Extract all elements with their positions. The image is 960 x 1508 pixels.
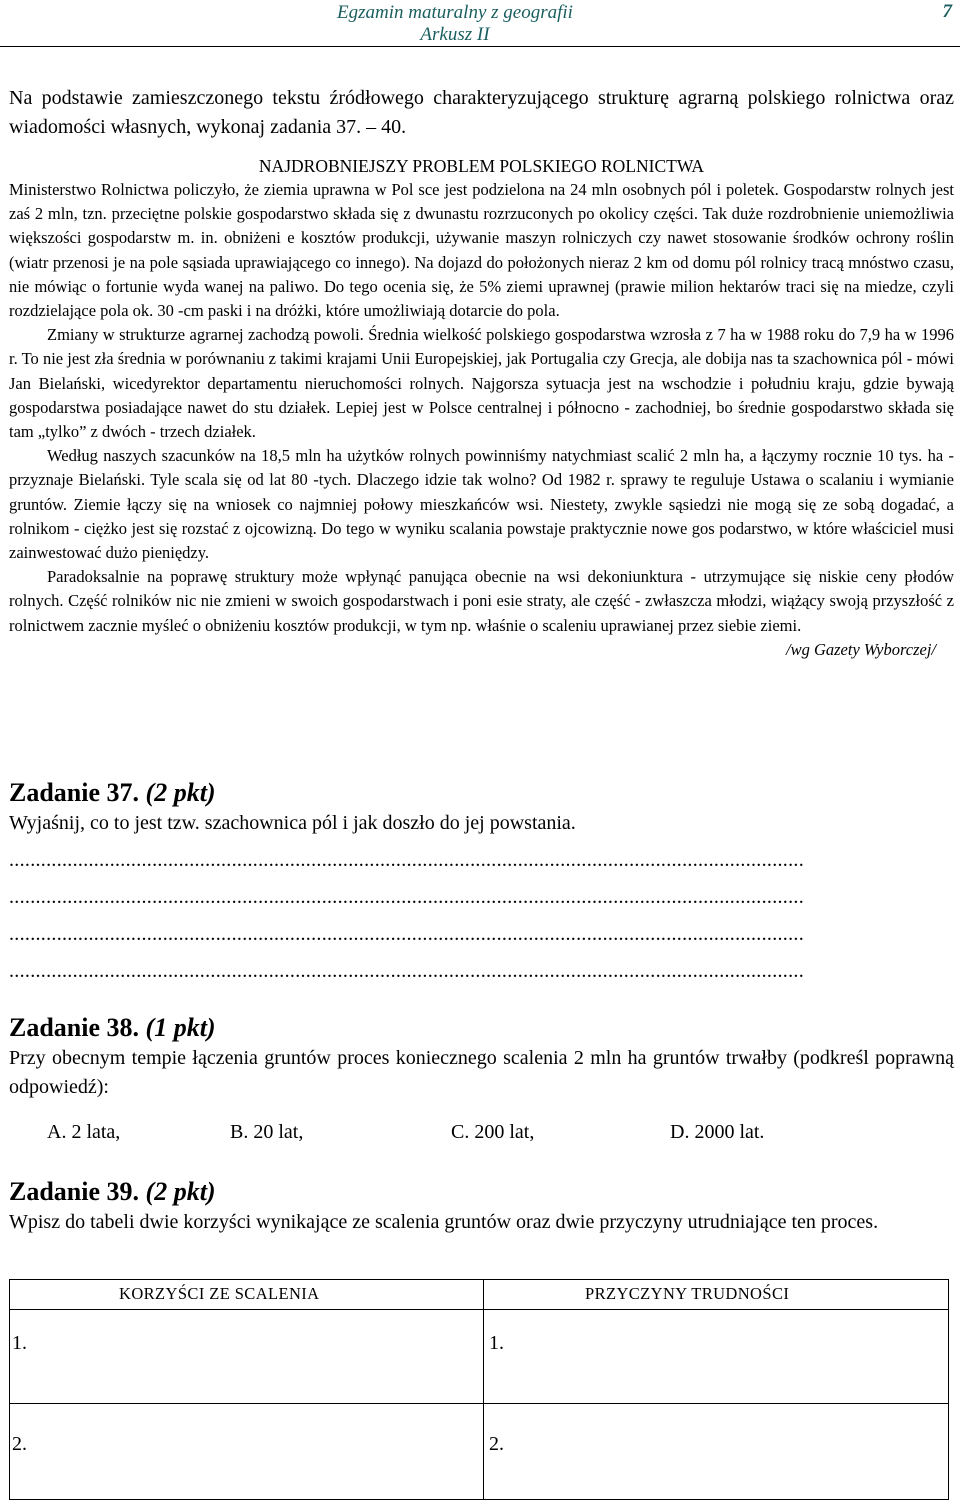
task-37-points: (2 pkt): [145, 778, 216, 807]
task-39-question: Wpisz do tabeli dwie korzyści wynikające ze scalenia gruntów oraz dwie przyczyny utrudniające ten proces.: [9, 1211, 879, 1233]
answer-table: [9, 1279, 949, 1500]
option-b[interactable]: B. 20 lat,: [230, 1121, 304, 1143]
exam-title: Egzamin maturalny z geografii: [337, 2, 573, 23]
task-37-label: Zadanie 37.: [9, 778, 140, 807]
article-paragraph-1: Ministerstwo Rolnictwa policzyło, że ziemia uprawna w Pol sce jest podzielona na 24 mln osobnych pól i poletek. Gospodarstw rolnych jest zaś 2 mln, tzn. przeciętne polskie gospodarstwo składa się z dwunastu rozrzuconych po okolicy części. Tak duże rozdrobnienie uniemożliwia większości gospodarstw m. in. obniżeni e kosztów produkcji, używanie maszyn rolniczych czy nawet stosowanie środków ochrony roślin (wiatr przenosi je na pole sąsiada uprawiającego co innego). Na dojazd do położonych nieraz 2 km od domu pól rolnicy tracą mnóstwo czasu, nie mówiąc o fortunie wyda wanej na paliwo. Do tego ocenia się, że 5% ziemi uprawnej (prawie milion hektarów traci się na miedze, czyli rozdzielające pola ok. 30 -cm paski i na dróżki, które umożliwiają dotarcie do pola.: [9, 180, 954, 321]
source-article: [9, 154, 954, 662]
article-source: /wg Gazety Wyborczej/: [785, 639, 936, 659]
task-38-question: Przy obecnym tempie łączenia gruntów proces koniecznego scalenia 2 mln ha gruntów trwałby (podkreśl poprawną odpowiedź):: [9, 1047, 954, 1098]
instructions: Na podstawie zamieszczonego tekstu źródłowego charakteryzującego strukturę agrarną polskiego rolnictwa oraz wiadomości własnych, wykonaj zadania 37. – 40.: [9, 87, 954, 138]
table-row-divider: [10, 1403, 948, 1404]
difficulty-cell-2[interactable]: 2.: [489, 1433, 504, 1455]
table-header-divider: [10, 1309, 948, 1310]
option-d[interactable]: D. 2000 lat.: [670, 1121, 765, 1143]
task-39-label: Zadanie 39.: [9, 1177, 140, 1206]
task-38-points: (1 pkt): [145, 1013, 216, 1042]
answer-line[interactable]: ......................................................................................................................................................: [9, 886, 804, 908]
article-title: NAJDROBNIEJSZY PROBLEM POLSKIEGO ROLNICTWA: [258, 156, 705, 176]
column-header-difficulties: PRZYCZYNY TRUDNOŚCI: [585, 1284, 790, 1303]
answer-line[interactable]: ......................................................................................................................................................: [9, 923, 804, 945]
benefit-cell-2[interactable]: 2.: [12, 1433, 27, 1455]
article-paragraph-2: Zmiany w strukturze agrarnej zachodzą powoli. Średnia wielkość polskiego gospodarstwa wzrosła z 7 ha w 1988 roku do 7,9 ha w 1996 r. To nie jest zła średnia w porównaniu z takimi krajami Unii Europejskiej, jak Portugalia czy Grecja, ale dobija nas ta szachownica pól - mówi Jan Bielański, wicedyrektor departamentu nieruchomości rolnych. Najgorsza sytuacja jest na wschodzie i południu kraju, gdzie bywają gospodarstwa posiadające nawet do stu działek. Lepiej jest w Polsce centralnej i północno - zachodniej, bo średnie gospodarstwo składa się tam „tylko” z dwóch - trzech działek.: [9, 325, 954, 442]
difficulty-cell-1[interactable]: 1.: [489, 1332, 504, 1354]
article-paragraph-4: [9, 565, 954, 659]
benefit-cell-1[interactable]: 1.: [12, 1332, 27, 1354]
column-header-benefits: KORZYŚCI ZE SCALENIA: [119, 1284, 320, 1303]
option-a[interactable]: A. 2 lata,: [47, 1121, 121, 1143]
task-37-question: Wyjaśnij, co to jest tzw. szachownica pól i jak doszło do jej powstania.: [9, 812, 576, 834]
article-paragraph-3: Według naszych szacunków na 18,5 mln ha użytków rolnych powinniśmy natychmiast scalić 2 mln ha, a łączymy rocznie 10 tys. ha - przyznaje Bielański. Tyle scala się od lat 80 -tych. Dlaczego idzie tak wolno? Od 1982 r. sprawy te reguluje Ustawa o scalaniu i wymianie gruntów. Ziemie łączy się na wniosek co najmniej połowy mieszkańców wsi. Niestety, zwykle sąsiedzi nie mogą się ze sobą dogadać, a rolnikom - ciężko jest się rozstać z ojcowizną. Do tego w wyniku scalania powstaje praktycznie nowe gos podarstwo, w które właściciel musi zainwestować dużo pieniędzy.: [9, 446, 954, 563]
answer-line[interactable]: ......................................................................................................................................................: [9, 960, 804, 982]
task-39-heading: [9, 1177, 216, 1207]
table-column-divider: [483, 1280, 484, 1499]
article-paragraph-4-text: Paradoksalnie na poprawę struktury może wpłynąć panująca obecnie na wsi dekoniunktura - utrzymujące się niskie ceny płodów rolnych. Część rolników nic nie zmieni w swoich gospodarstwach i poni esie straty, ale część - zwłaszcza młodzi, wiążący swoją przyszłość z rolnictwem zacznie myśleć o obniżeniu kosztów produkcji, w tym np. właśnie o scaleniu uprawianej przez siebie ziemi.: [9, 567, 954, 635]
option-c[interactable]: C. 200 lat,: [451, 1121, 535, 1143]
task-39-points: (2 pkt): [145, 1177, 216, 1206]
page-number: 7: [942, 1, 952, 22]
answer-line[interactable]: ......................................................................................................................................................: [9, 849, 804, 871]
sheet-label: Arkusz II: [420, 24, 490, 45]
task-37-heading: [9, 778, 216, 808]
page-header: [0, 0, 960, 47]
task-38-label: Zadanie 38.: [9, 1013, 140, 1042]
task-38-heading: [9, 1013, 216, 1043]
